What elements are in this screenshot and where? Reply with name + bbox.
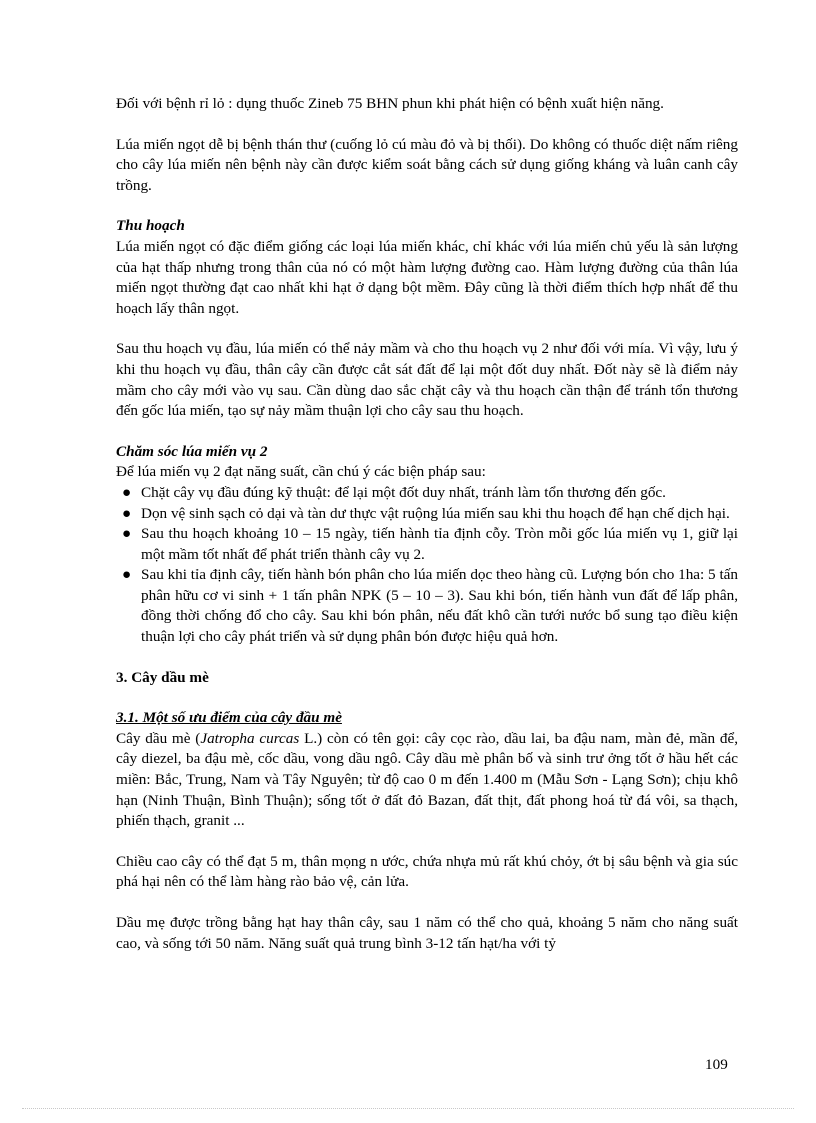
paragraph-rust-disease: Đối với bệnh rỉ lỏ : dụng thuốc Zineb 75 BHN phun khi phát hiện có bệnh xuất hiện năng.: [116, 95, 664, 112]
list-item: [116, 565, 738, 647]
section-heading-jatropha: 3. Cây dầu mè: [116, 668, 209, 686]
jatropha-text-a: Cây dầu mè (: [116, 729, 201, 747]
heading-harvest: Thu hoạch: [116, 217, 185, 235]
list-item: [116, 483, 738, 504]
second-crop-list: [116, 483, 738, 648]
paragraph-anthracnose: Lúa miến ngọt dễ bị bệnh thán thư (cuống lỏ cú màu đỏ và bị thối). Do không có thuốc diệt nấm riêng cho cây lúa miến nên bệnh này cần được kiểm soát bằng cách sử dụng giống kháng và luân canh cây trồng.: [116, 135, 738, 194]
list-item-text: Sau thu hoạch khoảng 10 – 15 ngày, tiến hành tỉa định cỗy. Tròn mỗi gốc lúa miến vụ 1, giữ lại một mầm tốt nhất để phát triển thành cây vụ 2.: [141, 525, 738, 563]
list-item: [116, 524, 738, 565]
paragraph-second-crop-intro: Để lúa miến vụ 2 đạt năng suất, cần chú ý các biện pháp sau:: [116, 463, 486, 481]
latin-name: Jatropha curcas: [200, 729, 300, 747]
bullet-icon: ●: [122, 483, 132, 501]
bullet-icon: ●: [122, 566, 132, 584]
list-item: [116, 504, 738, 525]
bullet-icon: ●: [122, 504, 132, 522]
subheading-jatropha-advantages: 3.1. Một số ưu điểm của cây đầu mè: [116, 709, 342, 727]
list-item-text: Sau khi tỉa định cây, tiến hành bón phân cho lúa miến dọc theo hàng cũ. Lượng bón cho 1ha: 5 tấn phân hữu cơ vi sinh + 1 tấn phân NPK (5 – 10 – 3). Sau khi bón, tiến hành vun đất để lấp phân, đồng thời chống đổ cho cây. Sau khi bón phân, nếu đất khô cần tưới nước bổ sung tạo điều kiện thuận lợi cho cây phát triển và sử dụng phân bón được hiệu quả hơn.: [141, 566, 738, 646]
document-page: [116, 94, 738, 954]
paragraph-jatropha-1: [116, 729, 738, 832]
paragraph-jatropha-2: Chiều cao cây có thể đạt 5 m, thân mọng n ước, chứa nhựa mủ rất khú chỏy, ớt bị sâu bệnh và gia súc phá hại nên có thể làm hàng rào bảo vệ, cản lửa.: [116, 852, 738, 891]
list-item-text: Dọn vệ sinh sạch cỏ dại và tàn dư thực vật ruộng lúa miến sau khi thu hoạch để hạn chế dịch hại.: [141, 504, 730, 522]
jatropha-text-b: L.) còn có tên gọi: cây cọc rào, dầu lai, ba đậu nam, màn đẻ, mần để, cây diezel, ba đậu mè, cốc dầu, vong dầu ngô. Cây dầu mè phân bố và sinh trư ởng tốt ở hầu hết các miền: Bắc, Trung, Nam và Tây Nguyên; từ độ cao 0 m đến 1.400 m (Mẫu Sơn - Lạng Sơn); chịu khô hạn (Ninh Thuận, Bình Thuận); sống tốt ở đất đỏ Bazan, đất thịt, đất phong hoá từ đá vôi, sa thạch, phiến thạch, granit ...: [116, 729, 739, 830]
paragraph-jatropha-3: Dầu mẹ được trồng bằng hạt hay thân cây, sau 1 năm có thể cho quả, khoảng 5 năm cho năng suất cao, và sống tới 50 năm. Năng suất quả trung bình 3-12 tấn hạt/ha với tỷ: [116, 914, 738, 952]
bullet-icon: ●: [122, 525, 132, 543]
paragraph-harvest-2: Sau thu hoạch vụ đầu, lúa miến có thể nảy mầm và cho thu hoạch vụ 2 như đối với mía. Vì vậy, lưu ý khi thu hoạch vụ đầu, thân cây cần được cắt sát đất để lại một đốt duy nhất. Đốt này sẽ là điểm nảy mầm cho cây mới vào vụ sau. Cần dùng dao sắc chặt cây và thu hoạch cần thận để tránh tổn thương đến gốc lúa miến, tạo sự nảy mầm thuận lợi cho cây sau thu hoạch.: [116, 340, 738, 420]
paragraph-harvest-1: Lúa miến ngọt có đặc điểm giống các loại lúa miến khác, chỉ khác với lúa miến chủ yếu là sản lượng của hạt thấp nhưng trong thân của nó có một hàm lượng đường cao. Hàm lượng đường của thân lúa miến ngọt thường đạt cao nhất khi hạt ở dạng bột mềm. Đây cũng là thời điểm thích hợp nhất để thu hoạch lấy thân ngọt.: [116, 237, 738, 317]
page-number: 109: [705, 1056, 728, 1073]
footer-divider: [22, 1108, 794, 1109]
list-item-text: Chặt cây vụ đầu đúng kỹ thuật: để lại một đốt duy nhất, tránh làm tổn thương đến gốc.: [141, 483, 666, 501]
heading-second-crop: Chăm sóc lúa miến vụ 2: [116, 442, 268, 460]
